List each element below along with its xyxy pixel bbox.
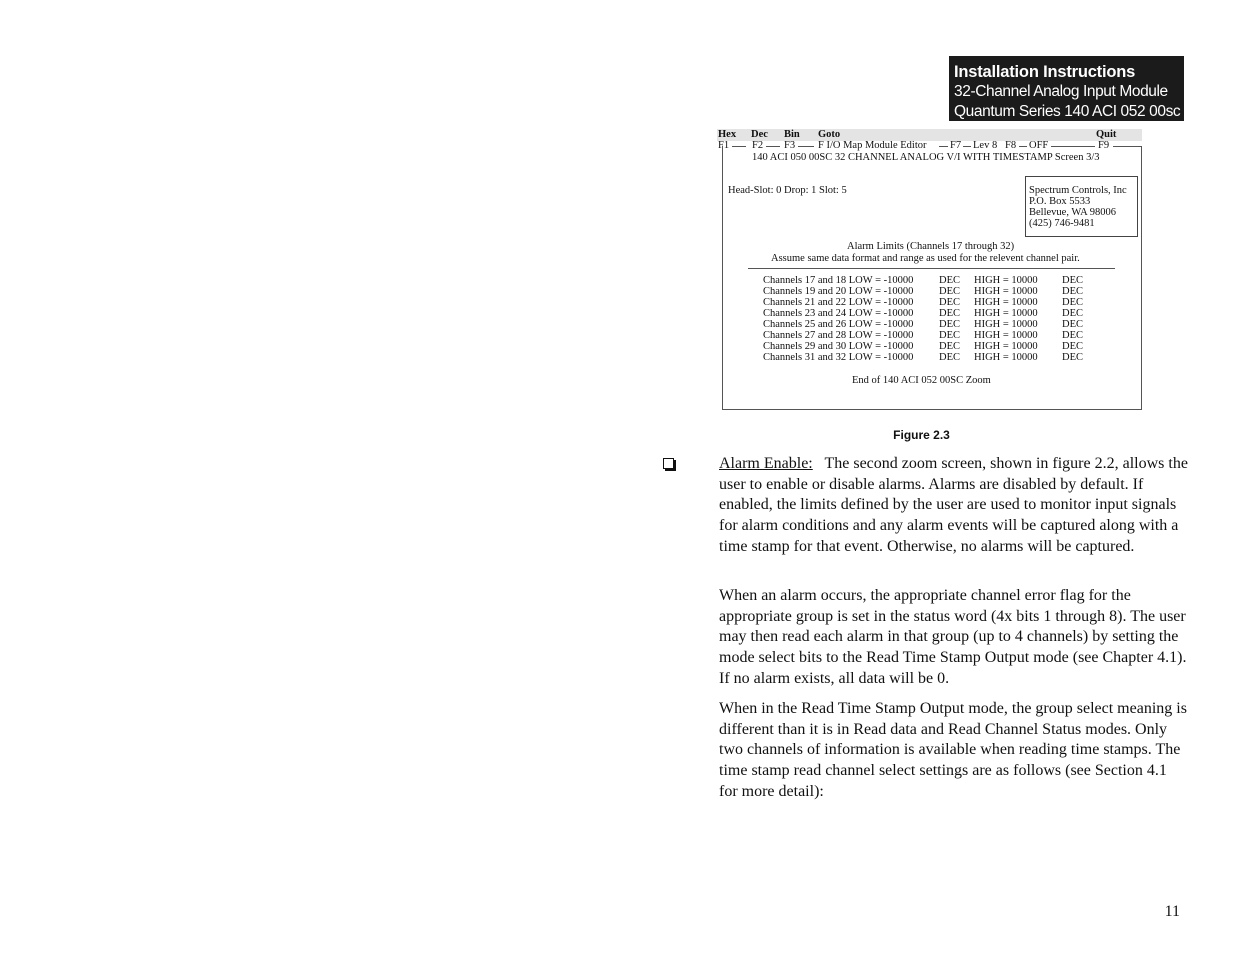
high-format: DEC [1062, 297, 1083, 308]
channel-low: Channels 21 and 22 LOW = -10000 [763, 297, 914, 308]
bullet-box-icon [663, 458, 674, 469]
end-of-zoom: End of 140 ACI 052 00SC Zoom [852, 375, 991, 386]
high-limit: HIGH = 10000 [974, 286, 1038, 297]
high-format: DEC [1062, 286, 1083, 297]
high-format: DEC [1062, 330, 1083, 341]
low-format: DEC [939, 341, 960, 352]
time-stamp-mode-paragraph: When in the Read Time Stamp Output mode, the group select meaning is different than it is in Read data and Read Channel Status modes. Only two channels of information is available when reading time stamps. The time stamp read channel select settings are as follows (see Section 4.1 for more detail): [719, 700, 1187, 800]
alarm-enable-label: Alarm Enable: [719, 455, 813, 472]
fkey-f1: F1 [718, 140, 730, 151]
channel-low: Channels 17 and 18 LOW = -10000 [763, 275, 914, 286]
menu-goto: Goto [818, 129, 841, 140]
channel-low: Channels 29 and 30 LOW = -10000 [763, 341, 914, 352]
vendor-phone: (425) 746-9481 [1029, 218, 1095, 229]
head-slot-info: Head-Slot: 0 Drop: 1 Slot: 5 [728, 185, 847, 196]
header-subtitle-module: 32-Channel Analog Input Module [954, 83, 1168, 100]
vendor-name: Spectrum Controls, Inc [1029, 185, 1127, 196]
page-number: 11 [1164, 903, 1180, 920]
channel-low: Channels 25 and 26 LOW = -10000 [763, 319, 914, 330]
high-format: DEC [1062, 319, 1083, 330]
high-format: DEC [1062, 308, 1083, 319]
high-format: DEC [1062, 275, 1083, 286]
vendor-po-box: P.O. Box 5533 [1029, 196, 1091, 207]
menu-dec: Dec [751, 129, 768, 140]
high-limit: HIGH = 10000 [974, 308, 1038, 319]
divider [748, 268, 1115, 269]
fkey-editor: F I/O Map Module Editor [818, 140, 927, 151]
io-map-zoom-screen [717, 129, 1143, 412]
menu-quit: Quit [1096, 129, 1117, 140]
vendor-city: Bellevue, WA 98006 [1029, 207, 1117, 218]
alarm-limits-note: Assume same data format and range as used for the relevent channel pair. [771, 253, 1080, 264]
low-format: DEC [939, 275, 960, 286]
high-limit: HIGH = 10000 [974, 275, 1038, 286]
alarm-enable-paragraph [719, 454, 1189, 558]
off-indicator: OFF [1029, 140, 1049, 151]
low-format: DEC [939, 297, 960, 308]
high-format: DEC [1062, 341, 1083, 352]
menu-hex: Hex [718, 129, 737, 140]
header-title: Installation Instructions [954, 63, 1136, 81]
high-limit: HIGH = 10000 [974, 352, 1038, 363]
channel-low: Channels 19 and 20 LOW = -10000 [763, 286, 914, 297]
high-limit: HIGH = 10000 [974, 330, 1038, 341]
high-limit: HIGH = 10000 [974, 319, 1038, 330]
fkey-f8: F8 [1005, 140, 1017, 151]
menu-bin: Bin [784, 129, 800, 140]
fkey-f3: F3 [784, 140, 796, 151]
alarm-enable-text: The second zoom screen, shown in figure 2.2, allows the user to enable or disable alarms. Alarms are disabled by default. If enabled, the limits defined by the user are used to monitor input signals for alarm conditions and any alarm events will be captured along with a time stamp for that event. Otherwise, no alarms will be captured. [719, 455, 1188, 555]
high-limit: HIGH = 10000 [974, 297, 1038, 308]
figure-caption: Figure 2.3 [893, 428, 950, 442]
module-description: 140 ACI 050 00SC 32 CHANNEL ANALOG V/I WITH TIMESTAMP Screen 3/3 [752, 152, 1100, 163]
fkey-f7: F7 [950, 140, 962, 151]
low-format: DEC [939, 308, 960, 319]
fkey-f9: F9 [1098, 140, 1110, 151]
channel-low: Channels 23 and 24 LOW = -10000 [763, 308, 914, 319]
alarm-occurs-paragraph: When an alarm occurs, the appropriate channel error flag for the appropriate group is set in the status word (4x bits 1 through 8). The user may then read each alarm in that group (up to 4 channels) by setting the mode select bits to the Read Time Stamp Output mode (see Chapter 4.1). If no alarm exists, all data will be 0. [719, 587, 1187, 687]
high-format: DEC [1062, 352, 1083, 363]
fkey-f2: F2 [752, 140, 764, 151]
vendor-address-box [1025, 176, 1138, 237]
low-format: DEC [939, 319, 960, 330]
level-indicator: Lev 8 [973, 140, 998, 151]
document-header [949, 56, 1184, 121]
channel-low: Channels 27 and 28 LOW = -10000 [763, 330, 914, 341]
alarm-limits-title: Alarm Limits (Channels 17 through 32) [847, 241, 1015, 252]
low-format: DEC [939, 286, 960, 297]
high-limit: HIGH = 10000 [974, 341, 1038, 352]
channel-low: Channels 31 and 32 LOW = -10000 [763, 352, 914, 363]
low-format: DEC [939, 352, 960, 363]
menu-bar [717, 129, 1142, 141]
header-subtitle-series: Quantum Series 140 ACI 052 00sc [954, 103, 1181, 120]
low-format: DEC [939, 330, 960, 341]
